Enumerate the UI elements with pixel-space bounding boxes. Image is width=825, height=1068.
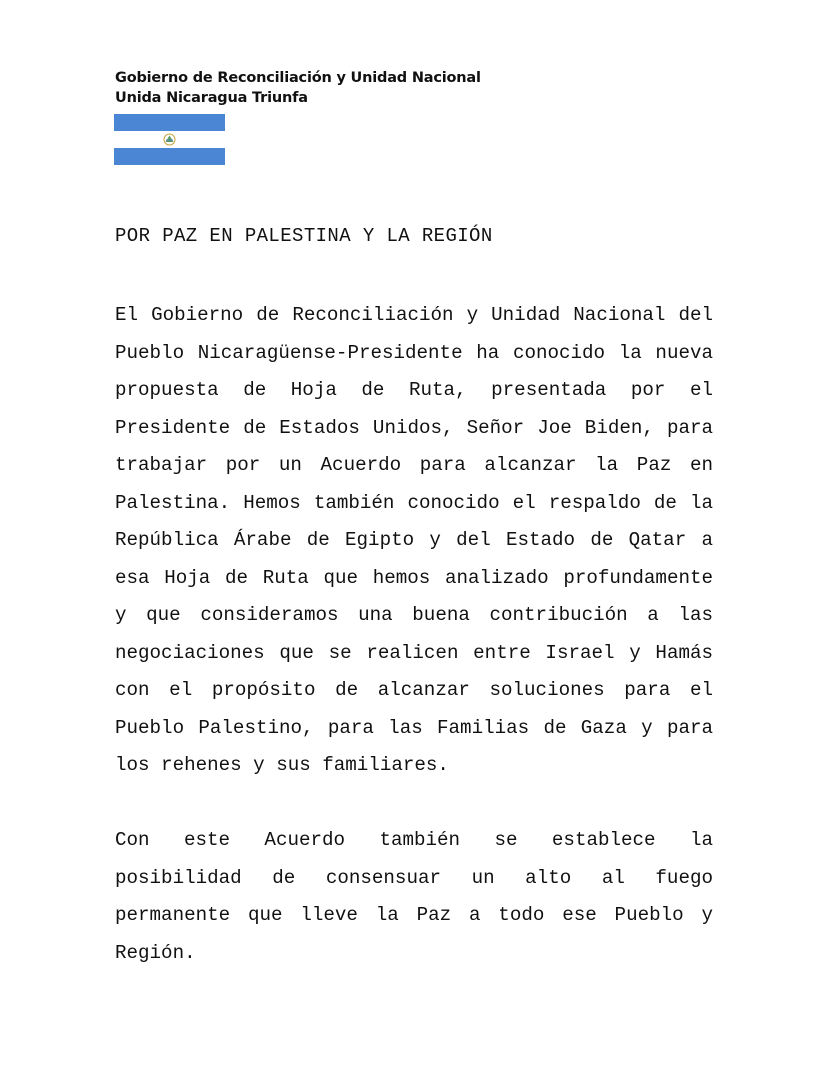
- paragraph-1: El Gobierno de Reconciliación y Unidad Nacional del Pueblo Nicaragüense-Presidente ha conocido la nueva propuesta de Hoja de Ruta, presentada por el Presidente de Estados Unidos, Señor Joe Biden, para trabajar por un Acuerdo para alcanzar la Paz en Palestina. Hemos también conocido el respaldo de la República Árabe de Egipto y del Estado de Qatar a esa Hoja de Ruta que hemos analizado profundamente y que consideramos una buena contribución a las negociaciones que se realicen entre Israel y Hamás con el propósito de alcanzar soluciones para el Pueblo Palestino, para las Familias de Gaza y para los rehenes y sus familiares.: [115, 304, 713, 776]
- paragraph-2: Con este Acuerdo también se establece la posibilidad de consensuar un alto al fuego permanente que lleve la Paz a todo ese Pueblo y Región.: [115, 829, 713, 964]
- document-title: POR PAZ EN PALESTINA Y LA REGIÓN: [115, 225, 493, 247]
- government-slogan: Unida Nicaragua Triunfa: [115, 90, 308, 106]
- nicaragua-flag-icon: [114, 114, 225, 165]
- government-name: Gobierno de Reconciliación y Unidad Nacional: [115, 70, 481, 86]
- letterhead: [115, 68, 481, 108]
